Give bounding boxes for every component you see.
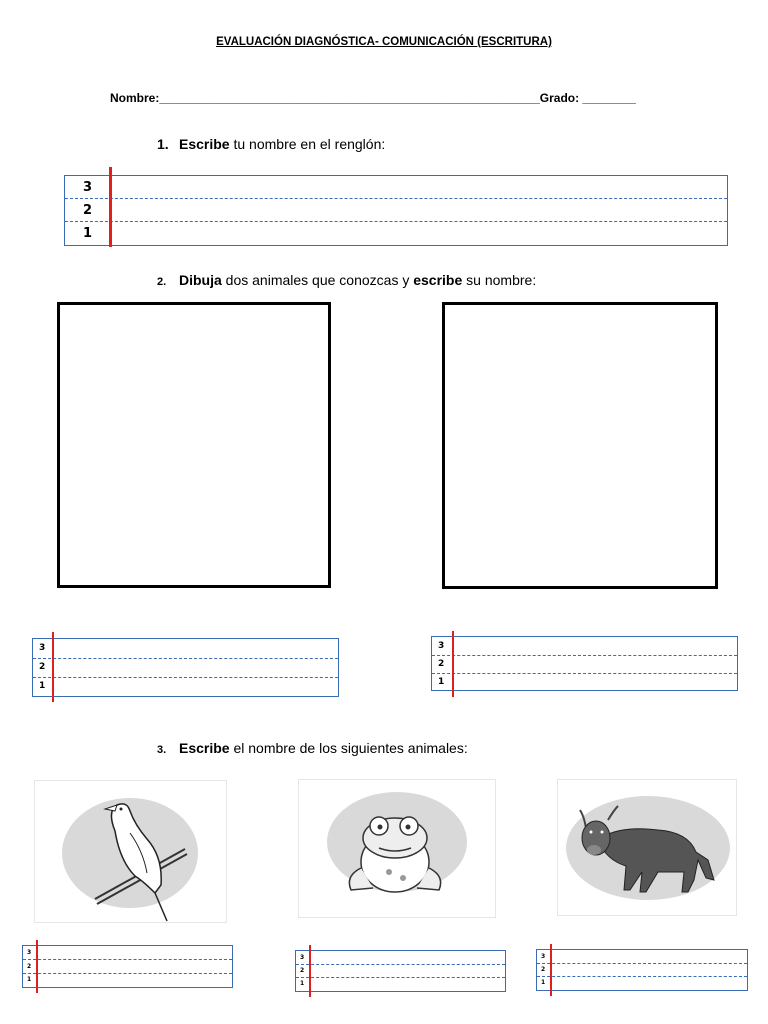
line-number: 1 (541, 979, 546, 986)
frog-icon (299, 780, 496, 918)
guide-line (537, 963, 747, 964)
frog-picture (298, 779, 496, 918)
guide-line (537, 976, 747, 977)
guide-line (432, 673, 737, 674)
line-number: 3 (438, 641, 445, 651)
drawing-box-left[interactable] (57, 302, 331, 588)
bull-icon (558, 780, 737, 916)
question-number: 1. (157, 136, 169, 152)
question-keyword: Dibuja (179, 272, 222, 288)
question-keyword: Escribe (179, 136, 230, 152)
writing-lines-bull[interactable] (536, 949, 748, 991)
question-text: tu nombre en el renglón: (229, 136, 386, 152)
line-number: 2 (541, 966, 546, 973)
line-number: 2 (438, 659, 445, 669)
guide-line (23, 959, 232, 960)
line-number: 2 (27, 963, 32, 970)
grade-blank[interactable]: ________ (582, 91, 636, 105)
bird-icon (35, 781, 227, 923)
guide-line (432, 655, 737, 656)
writing-lines-frog[interactable] (295, 950, 506, 992)
name-blank[interactable]: _________________________________________________________ (159, 91, 540, 105)
guide-line (33, 677, 338, 678)
guide-line (65, 221, 727, 222)
question-text: el nombre de los siguientes animales: (229, 740, 468, 756)
drawing-box-right[interactable] (442, 302, 718, 589)
guide-line (23, 973, 232, 974)
margin-line (309, 945, 311, 997)
question-keyword: Escribe (179, 740, 230, 756)
margin-line (109, 167, 112, 247)
line-number: 3 (83, 180, 93, 195)
question-keyword: escribe (413, 272, 463, 288)
guide-line (296, 977, 505, 978)
bull-picture (557, 779, 737, 916)
margin-line (52, 632, 54, 702)
line-number: 2 (83, 203, 93, 218)
margin-line (550, 944, 552, 996)
student-info-line (110, 91, 636, 105)
line-number: 1 (39, 681, 46, 691)
bird-picture (34, 780, 227, 923)
line-number: 2 (39, 662, 46, 672)
grade-label: Grado: (539, 91, 580, 105)
writing-lines-bird[interactable] (22, 945, 233, 988)
question-number: 3. (157, 744, 167, 756)
question-number: 2. (157, 276, 167, 288)
guide-line (65, 198, 727, 199)
writing-lines-name[interactable] (64, 175, 728, 246)
line-number: 1 (300, 980, 305, 987)
line-number: 3 (39, 643, 46, 653)
question-text: su nombre: (462, 272, 537, 288)
writing-lines-animal-2[interactable] (431, 636, 738, 691)
question-1 (157, 136, 385, 152)
margin-line (452, 631, 454, 697)
line-number: 3 (27, 949, 32, 956)
question-2 (157, 272, 536, 288)
line-number: 1 (438, 677, 445, 687)
line-number: 1 (27, 976, 32, 983)
question-3 (157, 740, 468, 756)
guide-line (296, 964, 505, 965)
writing-lines-animal-1[interactable] (32, 638, 339, 697)
margin-line (36, 940, 38, 993)
line-number: 1 (83, 226, 93, 241)
line-number: 2 (300, 967, 305, 974)
document-title: EVALUACIÓN DIAGNÓSTICA- COMUNICACIÓN (ESCRITURA) (216, 36, 552, 48)
line-number: 3 (541, 953, 546, 960)
question-text: dos animales que conozcas y (221, 272, 414, 288)
name-label: Nombre: (110, 91, 160, 105)
line-number: 3 (300, 954, 305, 961)
guide-line (33, 658, 338, 659)
